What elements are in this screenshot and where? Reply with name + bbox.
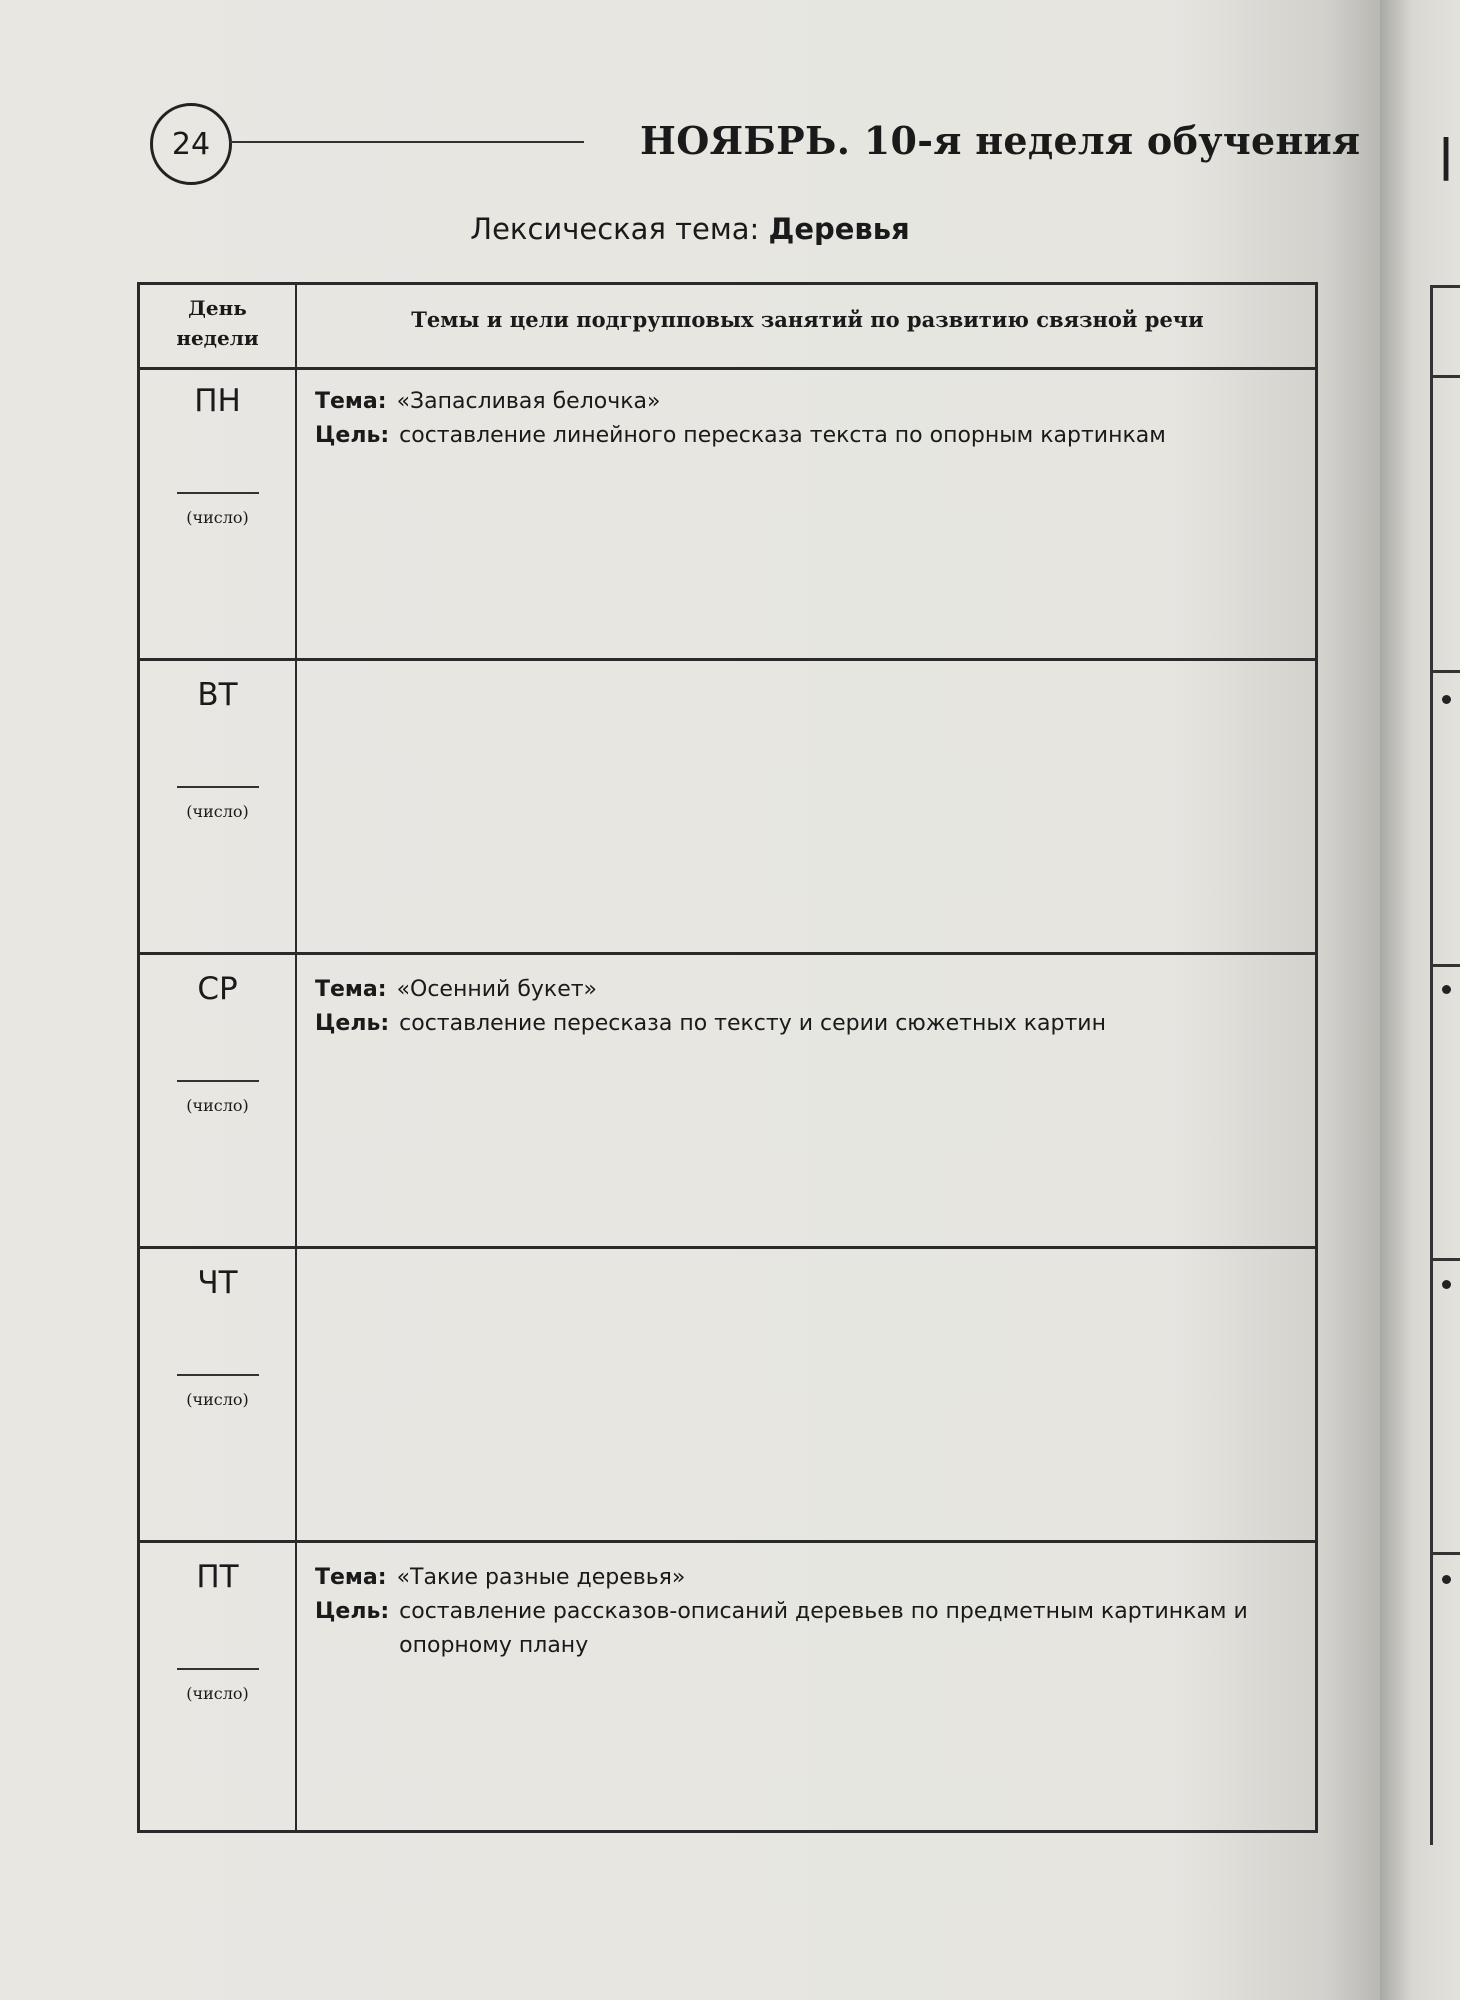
bullet-icon <box>1442 1575 1451 1584</box>
facing-page-edge <box>1380 0 1460 2000</box>
facing-page-rule <box>1430 670 1460 673</box>
header-day-line2: недели <box>176 326 259 350</box>
header-day <box>140 293 295 353</box>
lesson-content <box>315 973 1297 1041</box>
page-number: 24 <box>150 103 232 185</box>
date-label: (число) <box>186 1684 249 1703</box>
date-label: (число) <box>186 1096 249 1115</box>
lesson-content <box>315 1561 1297 1663</box>
date-label: (число) <box>186 1390 249 1409</box>
header-topics: Темы и цели подгрупповых занятий по развитию связной речи <box>411 307 1204 332</box>
schedule-table <box>137 282 1318 1833</box>
topic-text: «Такие разные деревья» <box>396 1565 686 1590</box>
lexical-topic <box>0 212 1380 246</box>
goal-label: Цель: <box>315 1599 390 1624</box>
date-line <box>177 1374 259 1376</box>
lesson-content <box>315 385 1297 453</box>
table-header <box>140 285 1315 370</box>
day-name: ЧТ <box>197 1265 238 1301</box>
facing-page-glyph: | <box>1438 130 1455 181</box>
table-row <box>140 955 1315 1249</box>
facing-page-rule <box>1430 285 1460 288</box>
table-row <box>140 1543 1315 1836</box>
topic-text: «Запасливая белочка» <box>396 389 661 414</box>
bullet-icon <box>1442 1280 1451 1289</box>
header-rule <box>229 141 584 143</box>
topic-text: «Осенний букет» <box>396 977 598 1002</box>
goal-label: Цель: <box>315 423 390 448</box>
header-day-line1: День <box>188 296 247 320</box>
date-line <box>177 786 259 788</box>
day-name: ПТ <box>196 1559 239 1595</box>
table-row <box>140 367 1315 661</box>
chapter-title: НОЯБРЬ. 10-я неделя обучения <box>640 118 1361 163</box>
bullet-icon <box>1442 985 1451 994</box>
date-line <box>177 1080 259 1082</box>
topic-label: Тема: <box>315 389 387 414</box>
bullet-icon <box>1442 695 1451 704</box>
goal-text: составление рассказов-описаний деревьев по предметным картинкам и опорному плану <box>399 1599 1248 1658</box>
table-row <box>140 661 1315 955</box>
facing-page-rule <box>1430 1258 1460 1261</box>
goal-label: Цель: <box>315 1011 390 1036</box>
day-name: СР <box>197 971 238 1007</box>
facing-page-table-border <box>1430 285 1433 1845</box>
goal-text: составление линейного пересказа текста по опорным картинкам <box>399 423 1166 448</box>
date-line <box>177 1668 259 1670</box>
facing-page-rule <box>1430 375 1460 378</box>
lexical-topic-value: Деревья <box>768 212 910 246</box>
topic-label: Тема: <box>315 1565 387 1590</box>
date-line <box>177 492 259 494</box>
day-name: ПН <box>194 383 241 419</box>
day-name: ВТ <box>197 677 238 713</box>
goal-text: составление пересказа по тексту и серии сюжетных картин <box>399 1011 1106 1036</box>
date-label: (число) <box>186 802 249 821</box>
table-row <box>140 1249 1315 1543</box>
facing-page-rule <box>1430 964 1460 967</box>
facing-page-rule <box>1430 1552 1460 1555</box>
topic-label: Тема: <box>315 977 387 1002</box>
lexical-topic-label: Лексическая тема: <box>470 212 760 246</box>
date-label: (число) <box>186 508 249 527</box>
